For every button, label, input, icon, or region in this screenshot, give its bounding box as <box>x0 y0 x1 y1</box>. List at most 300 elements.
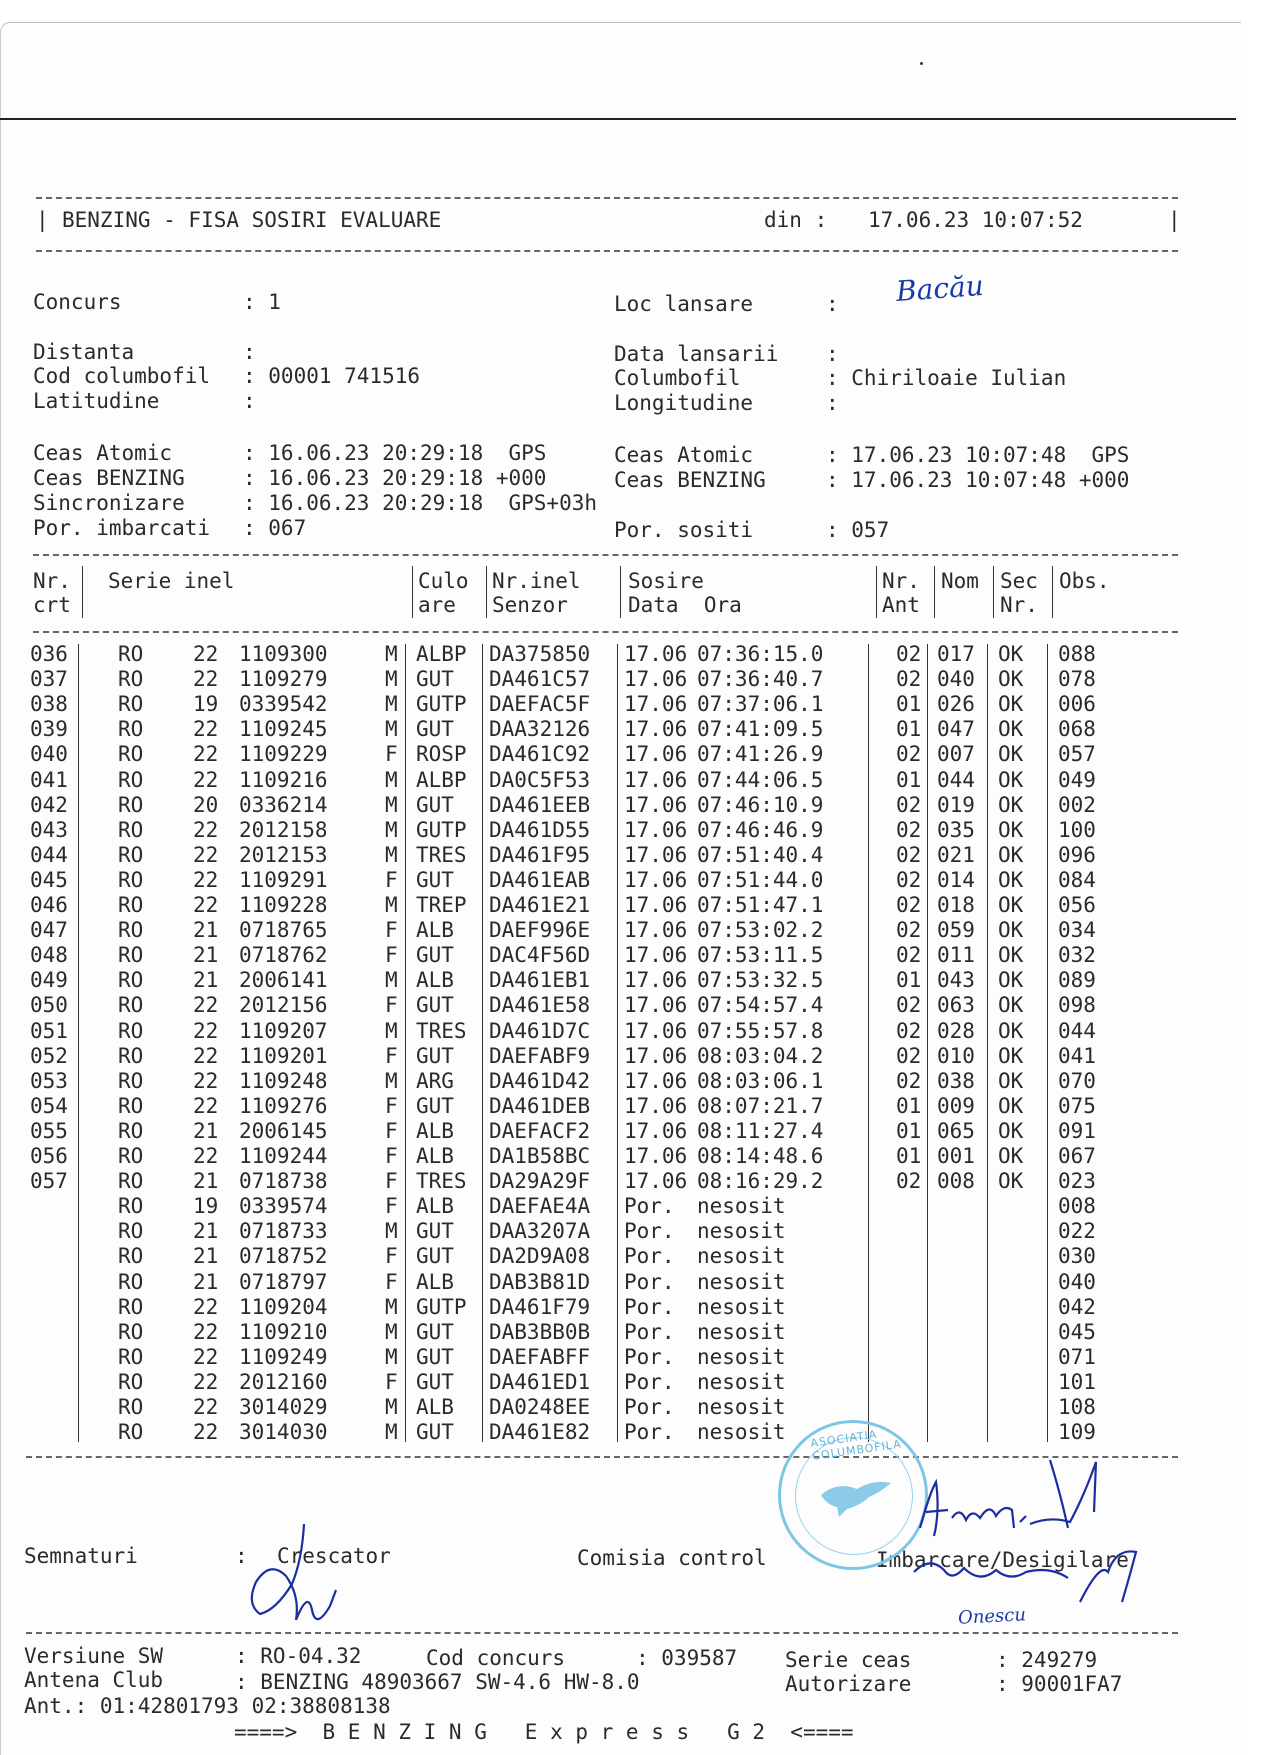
row-color: ALBP <box>416 642 467 666</box>
row-obs: 109 <box>1058 1420 1096 1445</box>
antena-ids: Ant.: 01:42801793 02:38808138 <box>24 1694 391 1718</box>
row-date: 17.06 <box>624 943 688 968</box>
row-time: nesosit <box>697 1294 786 1319</box>
row-color: ARG <box>416 1068 454 1093</box>
col-nom-header: Nom <box>941 569 979 593</box>
row-time: 07:44:06.5 <box>697 767 824 792</box>
row-date: Por. <box>624 1269 675 1294</box>
row-nr: 040 <box>30 742 68 767</box>
row-color: GUT <box>416 1219 454 1244</box>
row-ring-number: 2012153 <box>239 842 328 867</box>
row-ring-number: 1109207 <box>239 1018 328 1043</box>
row-ring-number: 0718765 <box>239 918 328 943</box>
row-time: 08:11:27.4 <box>697 1118 824 1143</box>
row-antenna: 01 <box>896 1118 922 1143</box>
row-year: 22 <box>193 1018 219 1043</box>
row-ring-number: 1109245 <box>239 717 328 742</box>
handwritten-name: Onescu <box>957 1604 1027 1629</box>
row-nom: 028 <box>937 1018 975 1043</box>
body-sep-culoare <box>482 644 483 1442</box>
row-country: RO <box>118 667 144 692</box>
versiune-sw-label: Versiune SW <box>24 1644 164 1668</box>
row-obs: 056 <box>1058 893 1096 917</box>
row-date: 17.06 <box>624 1144 688 1168</box>
row-antenna: 02 <box>896 817 922 842</box>
row-date: Por. <box>624 1319 675 1344</box>
row-sex: M <box>385 1068 398 1093</box>
row-sex: F <box>385 943 398 968</box>
semnaturi-colon: : <box>235 1544 248 1568</box>
row-color: ALB <box>416 1269 454 1294</box>
row-sensor: DA0C5F53 <box>489 767 591 792</box>
versiune-sw-value: : RO-04.32 <box>235 1644 362 1668</box>
col-nr-header-2: crt <box>33 593 71 617</box>
row-ring-number: 0718762 <box>239 943 328 968</box>
loc-lansare-label: Loc lansare <box>614 292 754 316</box>
row-time: 08:03:04.2 <box>697 1043 824 1068</box>
row-country: RO <box>118 1319 144 1344</box>
report-date-label: din : <box>764 208 828 232</box>
row-nr: 057 <box>30 1169 68 1194</box>
row-color: GUTP <box>416 817 467 842</box>
row-sensor: DAEF996E <box>489 918 591 943</box>
ceas-atomic-right-value: : 17.06.23 10:07:48 GPS <box>826 443 1130 467</box>
cod-columbofil-label: Cod columbofil <box>33 364 211 388</box>
row-ring-number: 2012156 <box>239 993 328 1018</box>
row-sex: F <box>385 918 398 943</box>
row-ring-number: 2006141 <box>239 968 328 993</box>
row-color: GUT <box>416 1420 454 1445</box>
row-sex: F <box>385 1169 398 1194</box>
row-time: nesosit <box>697 1319 786 1344</box>
row-color: TRES <box>416 1018 467 1043</box>
row-country: RO <box>118 1395 144 1419</box>
row-antenna: 01 <box>896 717 922 742</box>
row-ring-number: 1109291 <box>239 867 328 892</box>
row-year: 21 <box>193 1219 219 1244</box>
header-sep-7 <box>993 566 994 618</box>
footer-rule <box>26 1632 1178 1634</box>
row-nom: 011 <box>937 943 975 968</box>
row-sensor: DA0248EE <box>489 1395 591 1419</box>
row-color: ALB <box>416 1395 454 1419</box>
row-year: 20 <box>193 792 219 817</box>
row-color: GUT <box>416 1319 454 1344</box>
row-nom: 019 <box>937 792 975 817</box>
col-nrinel-header-1: Nr.inel <box>492 569 581 593</box>
row-sec: OK <box>998 918 1024 943</box>
row-time: 07:41:26.9 <box>697 742 824 767</box>
row-date: 17.06 <box>624 1169 688 1194</box>
row-nr: 042 <box>30 792 68 817</box>
row-obs: 068 <box>1058 717 1096 742</box>
row-year: 21 <box>193 943 219 968</box>
header-sep-5 <box>876 566 877 618</box>
row-sec: OK <box>998 968 1024 993</box>
row-date: 17.06 <box>624 742 688 767</box>
ceas-benzing-right-value: : 17.06.23 10:07:48 +000 <box>826 468 1130 492</box>
row-date: Por. <box>624 1369 675 1394</box>
row-date: 17.06 <box>624 1118 688 1143</box>
row-nr: 045 <box>30 867 68 892</box>
row-sec: OK <box>998 767 1024 792</box>
row-date: 17.06 <box>624 792 688 817</box>
header-rule-top <box>36 197 1178 199</box>
row-country: RO <box>118 867 144 892</box>
row-obs: 108 <box>1058 1395 1096 1419</box>
row-antenna: 01 <box>896 1144 922 1168</box>
row-year: 22 <box>193 867 219 892</box>
columbofil-label: Columbofil <box>614 366 741 390</box>
por-sositi-value: : 057 <box>826 518 890 542</box>
row-sex: F <box>385 1043 398 1068</box>
row-year: 22 <box>193 1420 219 1445</box>
body-sep-sosire <box>868 644 869 1442</box>
row-time: 07:41:09.5 <box>697 717 824 742</box>
row-sensor: DAEFACF2 <box>489 1118 591 1143</box>
header-rule-bottom <box>36 250 1178 252</box>
row-sex: M <box>385 667 398 692</box>
row-color: GUT <box>416 1244 454 1269</box>
row-time: nesosit <box>697 1420 786 1445</box>
header-left-bar: | <box>36 208 49 232</box>
row-sex: M <box>385 792 398 817</box>
col-ant-header-2: Ant <box>882 593 920 617</box>
row-ring-number: 0718797 <box>239 1269 328 1294</box>
row-ring-number: 1109228 <box>239 893 328 917</box>
row-date: Por. <box>624 1244 675 1269</box>
row-ring-number: 1109300 <box>239 642 328 666</box>
row-sex: M <box>385 1219 398 1244</box>
row-time: nesosit <box>697 1369 786 1394</box>
row-sex: F <box>385 867 398 892</box>
row-year: 22 <box>193 893 219 917</box>
columbofil-value: : Chiriloaie Iulian <box>826 366 1067 390</box>
row-country: RO <box>118 1269 144 1294</box>
body-sep-sec <box>1047 644 1048 1442</box>
row-date: 17.06 <box>624 1093 688 1118</box>
row-country: RO <box>118 1093 144 1118</box>
header-sep-1 <box>82 566 83 618</box>
row-sex: M <box>385 968 398 993</box>
cod-columbofil-value: : 00001 741516 <box>243 364 421 388</box>
row-antenna: 02 <box>896 842 922 867</box>
sincronizare-label: Sincronizare <box>33 491 185 515</box>
row-nr: 054 <box>30 1093 68 1118</box>
row-sex: M <box>385 817 398 842</box>
row-sensor: DA1B58BC <box>489 1144 591 1168</box>
body-sep-ant <box>927 644 928 1442</box>
col-sosire-header-2: Data Ora <box>628 593 742 617</box>
row-antenna: 02 <box>896 893 922 917</box>
row-sex: M <box>385 767 398 792</box>
row-country: RO <box>118 1219 144 1244</box>
row-sex: F <box>385 993 398 1018</box>
body-sep-nom <box>987 644 988 1442</box>
row-obs: 084 <box>1058 867 1096 892</box>
row-year: 22 <box>193 667 219 692</box>
row-nom: 018 <box>937 893 975 917</box>
row-country: RO <box>118 918 144 943</box>
row-sex: F <box>385 1194 398 1219</box>
row-antenna: 02 <box>896 1068 922 1093</box>
row-obs: 078 <box>1058 667 1096 692</box>
autorizare-value: : 90001FA7 <box>996 1672 1123 1696</box>
row-obs: 008 <box>1058 1194 1096 1219</box>
row-country: RO <box>118 893 144 917</box>
row-color: GUT <box>416 1369 454 1394</box>
row-antenna: 02 <box>896 667 922 692</box>
row-country: RO <box>118 742 144 767</box>
row-nr: 043 <box>30 817 68 842</box>
comisia-control-label: Comisia control <box>577 1546 767 1570</box>
row-ring-number: 3014029 <box>239 1395 328 1419</box>
row-ring-number: 2012158 <box>239 817 328 842</box>
row-obs: 100 <box>1058 817 1096 842</box>
row-ring-number: 0336214 <box>239 792 328 817</box>
row-color: GUT <box>416 792 454 817</box>
ceas-atomic-label: Ceas Atomic <box>33 441 173 465</box>
row-sex: M <box>385 1294 398 1319</box>
row-antenna: 02 <box>896 1169 922 1194</box>
row-nom: 063 <box>937 993 975 1018</box>
col-sec-header-2: Nr. <box>1000 593 1038 617</box>
ceas-benzing-label: Ceas BENZING <box>33 466 185 490</box>
row-color: TRES <box>416 842 467 867</box>
row-date: Por. <box>624 1344 675 1369</box>
row-nom: 009 <box>937 1093 975 1118</box>
row-nr: 052 <box>30 1043 68 1068</box>
header-sep-4 <box>620 566 621 618</box>
row-sensor: DAEFABFF <box>489 1344 591 1369</box>
row-sensor: DA461F79 <box>489 1294 591 1319</box>
row-sensor: DAEFAE4A <box>489 1194 591 1219</box>
row-year: 22 <box>193 642 219 666</box>
concurs-label: Concurs <box>33 290 122 314</box>
col-culoare-header-2: are <box>418 593 456 617</box>
row-nom: 065 <box>937 1118 975 1143</box>
row-ring-number: 1109216 <box>239 767 328 792</box>
header-sep-2 <box>412 566 413 618</box>
row-date: 17.06 <box>624 1068 688 1093</box>
row-antenna: 02 <box>896 1018 922 1043</box>
row-obs: 070 <box>1058 1068 1096 1093</box>
header-sep-6 <box>934 566 935 618</box>
row-obs: 049 <box>1058 767 1096 792</box>
row-sec: OK <box>998 717 1024 742</box>
row-country: RO <box>118 1118 144 1143</box>
row-ring-number: 0718733 <box>239 1219 328 1244</box>
row-country: RO <box>118 1018 144 1043</box>
row-color: GUT <box>416 943 454 968</box>
body-sep-sex <box>405 644 406 1442</box>
row-obs: 098 <box>1058 993 1096 1018</box>
distanta-label: Distanta <box>33 340 135 364</box>
col-sec-header-1: Sec <box>1000 569 1038 593</box>
row-time: nesosit <box>697 1219 786 1244</box>
row-sensor: DA461EAB <box>489 867 591 892</box>
row-nom: 040 <box>937 667 975 692</box>
row-country: RO <box>118 1043 144 1068</box>
row-ring-number: 1109276 <box>239 1093 328 1118</box>
row-date: Por. <box>624 1219 675 1244</box>
data-lansarii-value: : <box>826 342 839 366</box>
row-sensor: DA461EEB <box>489 792 591 817</box>
row-time: 07:53:32.5 <box>697 968 824 993</box>
row-obs: 088 <box>1058 642 1096 666</box>
row-nr: 053 <box>30 1068 68 1093</box>
longitudine-label: Longitudine <box>614 391 754 415</box>
row-nom: 059 <box>937 918 975 943</box>
row-time: 07:36:40.7 <box>697 667 824 692</box>
row-antenna: 02 <box>896 943 922 968</box>
row-sex: M <box>385 842 398 867</box>
row-nr: 037 <box>30 667 68 692</box>
serie-ceas-label: Serie ceas <box>785 1648 912 1672</box>
row-obs: 096 <box>1058 842 1096 867</box>
row-date: 17.06 <box>624 1043 688 1068</box>
row-country: RO <box>118 817 144 842</box>
row-nom: 007 <box>937 742 975 767</box>
row-time: 08:14:48.6 <box>697 1144 824 1168</box>
ceas-benzing-right-label: Ceas BENZING <box>614 468 766 492</box>
header-right-bar: | <box>1168 208 1181 232</box>
row-sec: OK <box>998 792 1024 817</box>
row-year: 22 <box>193 842 219 867</box>
row-sec: OK <box>998 1093 1024 1118</box>
row-year: 22 <box>193 767 219 792</box>
row-ring-number: 0339542 <box>239 692 328 717</box>
autorizare-label: Autorizare <box>785 1672 912 1696</box>
row-sec: OK <box>998 742 1024 767</box>
row-obs: 089 <box>1058 968 1096 993</box>
semnaturi-label: Semnaturi <box>24 1544 138 1568</box>
row-ring-number: 0718752 <box>239 1244 328 1269</box>
row-nr: 039 <box>30 717 68 742</box>
row-sensor: DA461D55 <box>489 817 591 842</box>
row-nom: 014 <box>937 867 975 892</box>
row-nr: 056 <box>30 1144 68 1168</box>
row-year: 22 <box>193 1093 219 1118</box>
loc-lansare-handwritten: Bacău <box>894 268 985 309</box>
body-sep-senzor <box>617 644 618 1442</box>
row-country: RO <box>118 1169 144 1194</box>
row-nom: 001 <box>937 1144 975 1168</box>
row-time: 07:51:40.4 <box>697 842 824 867</box>
row-time: 08:03:06.1 <box>697 1068 824 1093</box>
col-sosire-header-1: Sosire <box>628 569 704 593</box>
row-sensor: DA461EB1 <box>489 968 591 993</box>
row-time: 07:46:10.9 <box>697 792 824 817</box>
row-obs: 023 <box>1058 1169 1096 1194</box>
row-color: GUT <box>416 1344 454 1369</box>
row-sec: OK <box>998 642 1024 666</box>
row-sec: OK <box>998 842 1024 867</box>
por-sositi-label: Por. sositi <box>614 518 754 542</box>
row-sensor: DAC4F56D <box>489 943 591 968</box>
row-country: RO <box>118 993 144 1018</box>
row-sensor: DA461C92 <box>489 742 591 767</box>
row-time: 07:53:02.2 <box>697 918 824 943</box>
row-nr: 051 <box>30 1018 68 1043</box>
row-sensor: DA461E21 <box>489 893 591 917</box>
body-sep-nr <box>78 644 79 1442</box>
row-obs: 067 <box>1058 1144 1096 1168</box>
row-time: 07:46:46.9 <box>697 817 824 842</box>
row-year: 22 <box>193 1395 219 1419</box>
top-rule <box>0 118 1236 120</box>
row-time: nesosit <box>697 1194 786 1219</box>
row-sec: OK <box>998 993 1024 1018</box>
ceas-benzing-value: : 16.06.23 20:29:18 +000 <box>243 466 547 490</box>
row-time: 07:51:47.1 <box>697 893 824 917</box>
row-year: 21 <box>193 968 219 993</box>
row-obs: 040 <box>1058 1269 1096 1294</box>
row-sex: M <box>385 1344 398 1369</box>
col-nr-header-1: Nr. <box>33 569 71 593</box>
row-obs: 030 <box>1058 1244 1096 1269</box>
row-color: ALB <box>416 968 454 993</box>
row-date: Por. <box>624 1420 675 1445</box>
row-sensor: DA461C57 <box>489 667 591 692</box>
row-ring-number: 0339574 <box>239 1194 328 1219</box>
row-year: 22 <box>193 1068 219 1093</box>
row-color: GUTP <box>416 692 467 717</box>
row-time: nesosit <box>697 1344 786 1369</box>
row-color: ALB <box>416 918 454 943</box>
row-sensor: DAB3BB0B <box>489 1319 591 1344</box>
latitudine-label: Latitudine <box>33 389 160 413</box>
row-date: 17.06 <box>624 767 688 792</box>
data-lansarii-label: Data lansarii <box>614 342 779 366</box>
row-country: RO <box>118 692 144 717</box>
row-obs: 022 <box>1058 1219 1096 1244</box>
comisia-signatures <box>900 1452 1180 1622</box>
row-year: 22 <box>193 1144 219 1168</box>
row-country: RO <box>118 1369 144 1394</box>
pigeon-icon <box>817 1475 897 1519</box>
row-sensor: DA461E82 <box>489 1420 591 1445</box>
row-sensor: DAEFABF9 <box>489 1043 591 1068</box>
row-color: GUTP <box>416 1294 467 1319</box>
row-ring-number: 1109244 <box>239 1144 328 1168</box>
row-nom: 026 <box>937 692 975 717</box>
row-year: 22 <box>193 1043 219 1068</box>
row-color: GUT <box>416 717 454 742</box>
ceas-atomic-right-label: Ceas Atomic <box>614 443 754 467</box>
loc-lansare-value: : <box>826 292 839 316</box>
row-color: ALBP <box>416 767 467 792</box>
row-date: Por. <box>624 1294 675 1319</box>
row-sex: M <box>385 893 398 917</box>
imbarcare-label: Imbarcare/Desigilare <box>876 1548 1129 1572</box>
distanta-value: : <box>243 340 256 364</box>
concurs-value: : 1 <box>243 290 281 314</box>
row-date: 17.06 <box>624 867 688 892</box>
report-date-value: 17.06.23 10:07:52 <box>868 208 1083 232</box>
row-antenna: 02 <box>896 1043 922 1068</box>
row-country: RO <box>118 1244 144 1269</box>
row-sex: F <box>385 742 398 767</box>
row-sensor: DA29A29F <box>489 1169 591 1194</box>
latitudine-value: : <box>243 389 256 413</box>
cod-concurs-value: : 039587 <box>636 1646 738 1670</box>
por-imbarcati-label: Por. imbarcati <box>33 516 211 540</box>
row-sec: OK <box>998 692 1024 717</box>
row-date: 17.06 <box>624 1018 688 1043</box>
row-antenna: 02 <box>896 867 922 892</box>
row-time: 07:37:06.1 <box>697 692 824 717</box>
